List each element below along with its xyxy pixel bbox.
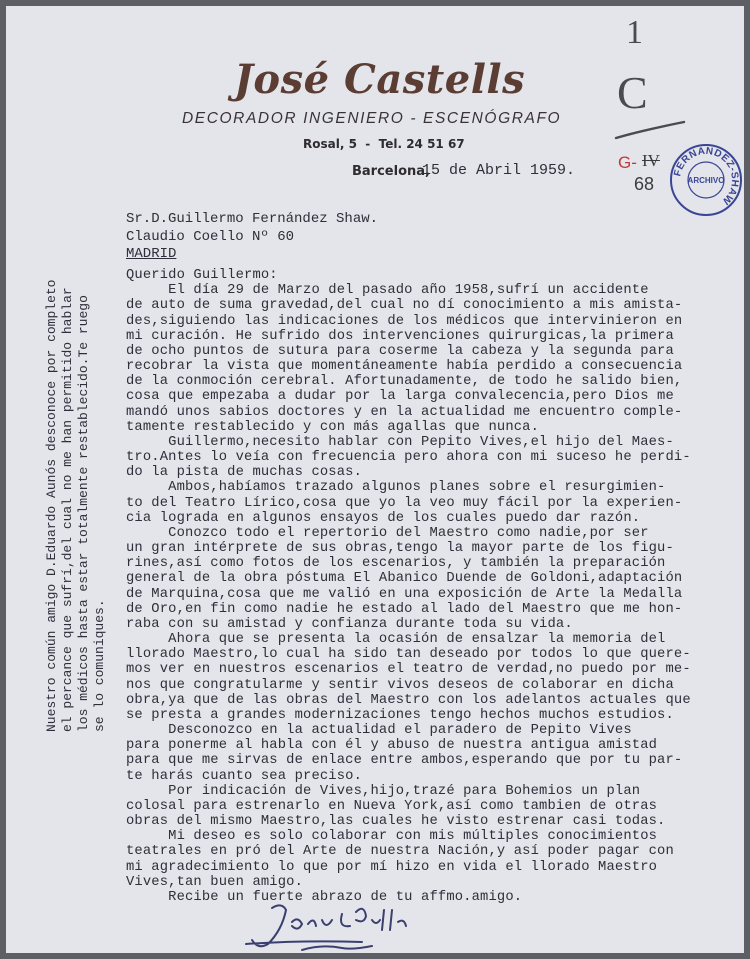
body-line: El día 29 de Marzo del pasado año 1958,sufrí un accidente	[126, 283, 649, 298]
body-line: nos que congratularme y sentir vivos deseos de colaborar en dicha	[126, 678, 674, 693]
body-line: general de la obra póstuma El Abanico Duende de Goldoni,adaptación	[126, 571, 683, 586]
body-line: obras del mismo Maestro,las cuales he visto estrenar casi todas.	[126, 814, 666, 829]
archive-code-number: 68	[634, 174, 655, 194]
body-line: rines,así como fotos de los escenarios, y también la preparación	[126, 556, 666, 571]
body-line: Desconozco en la actualidad el paradero de Pepito Vives	[126, 723, 632, 738]
body-line: to del Teatro Lírico,cosa que yo la veo muy fácil por la experien-	[126, 496, 683, 511]
body-line: colosal para estrenarlo en Nueva York,así como tambien de otras	[126, 799, 658, 814]
body-line: cia lograda en algunos ensayos de los cuales puedo dar razón.	[126, 511, 641, 526]
letterhead-subtitle: DECORADOR INGENIERO - ESCENÓGRAFO	[182, 110, 562, 127]
body-line: obra,ya que de las obras del Maestro con los adelantos actuales que	[126, 693, 691, 708]
margin-note-line: los médicos hasta estar totalmente restablecido.Te ruego	[76, 295, 91, 732]
archive-code-roman: IV	[642, 151, 660, 170]
body-line: Mi deseo es solo colaborar con mis múltiples conocimientos	[126, 829, 658, 844]
archive-stamp	[668, 142, 744, 218]
body-line: para ponerme al habla con él y abuso de nuestra antigua amistad	[126, 738, 658, 753]
body-line: de auto de suma gravedad,del cual no dí conocimiento a mis amista-	[126, 298, 683, 313]
body-line: se presta a grandes modernizaciones tengo hechos muchos estudios.	[126, 708, 674, 723]
body-line: mi curación. He sufrido dos intervenciones quirurgicas,la primera	[126, 329, 674, 344]
stamp-center-text: ARCHIVO	[687, 176, 725, 185]
body-line: do la pista de muchas cosas.	[126, 465, 363, 480]
body-line: Recibe un fuerte abrazo de tu affmo.amigo.	[126, 890, 523, 905]
recipient-line-1: Sr.D.Guillermo Fernández Shaw.	[126, 211, 379, 227]
body-line: tamente restablecido y con más agallas que nunca.	[126, 420, 540, 435]
body-line: llorado Maestro,lo cual ha sido tan deseado por todos lo que quere-	[126, 647, 691, 662]
margin-note-line: Nuestro común amigo D.Eduardo Aunós desconoce por completo	[44, 279, 59, 732]
pencil-mark-c: C	[617, 67, 648, 118]
body-line: Ambos,habíamos trazado algunos planes sobre el resurgimien-	[126, 480, 666, 495]
pencil-stroke	[614, 118, 686, 142]
body-line: raba con su amistad y confianza durante toda su vida.	[126, 617, 573, 632]
archive-code-prefix: G-	[618, 153, 637, 172]
body-line: Vives,tan buen amigo.	[126, 875, 304, 890]
body-line: te harás cuanto sea preciso.	[126, 769, 363, 784]
stamp-ring-text: FERNANDEZ-SHAW	[672, 145, 741, 207]
letter-date: 15 de Abril 1959.	[422, 162, 576, 179]
body-line: Guillermo,necesito hablar con Pepito Vives,el hijo del Maes-	[126, 435, 674, 450]
body-line: Conozco todo el repertorio del Maestro como nadie,por ser	[126, 526, 649, 541]
letterhead-name: José Castells	[234, 56, 526, 103]
letterhead-city: Barcelona,	[352, 164, 430, 179]
body-line: tro.Antes lo veía con frecuencia pero ahora con mi suceso he perdi-	[126, 450, 691, 465]
margin-note-line: se lo comuniques.	[92, 599, 107, 732]
body-line: cosa que empezaba a dudar por la larga convalecencia,pero Dios me	[126, 389, 674, 404]
body-line: mos ver en nuestros escenarios el teatro de verdad,no puedo por me-	[126, 662, 691, 677]
margin-note-line: el percance que sufrí,del cual no me han permitido hablar	[60, 287, 75, 732]
body-line: de Marquina,cosa que me valió en una exposición de Arte la Medalla	[126, 587, 683, 602]
body-line: mandó unos sabios doctores y en la actualidad me encuentro comple-	[126, 405, 683, 420]
letter-page	[6, 6, 744, 953]
body-line: recobrar la vista que momentáneamente había perdido a consecuencia	[126, 359, 683, 374]
pencil-mark-1: 1	[626, 14, 643, 51]
body-line: Querido Guillermo:	[126, 268, 278, 283]
body-line: Por indicación de Vives,hijo,trazé para Bohemios un plan	[126, 784, 641, 799]
recipient-line-2: Claudio Coello Nº 60	[126, 229, 295, 245]
recipient-line-3: MADRID	[126, 246, 177, 262]
signature	[242, 900, 456, 956]
body-line: Ahora que se presenta la ocasión de ensalzar la memoria del	[126, 632, 666, 647]
body-line: de Oro,en fin como nadie he estado al lado del Maestro que me hon-	[126, 602, 683, 617]
body-line: des,siguiendo las indicaciones de los médicos que intervinieron en	[126, 314, 683, 329]
body-line: un gran intérprete de sus obras,tengo la mayor parte de los figu-	[126, 541, 674, 556]
body-line: de ocho puntos de sutura para coserme la cabeza y la segunda para	[126, 344, 674, 359]
letterhead-address: Rosal, 5 - Tel. 24 51 67	[303, 137, 465, 151]
body-line: para que me sirvas de enlace entre ambos,esperando que por tu par-	[126, 753, 683, 768]
body-line: mi agradecimiento lo que por mí hizo en vida el llorado Maestro	[126, 860, 658, 875]
body-line: de la conmoción cerebral. Afortunadamente, de todo he salido bien,	[126, 374, 683, 389]
body-line: teatrales en pró del Arte de nuestra Nación,y así poder pagar con	[126, 844, 674, 859]
